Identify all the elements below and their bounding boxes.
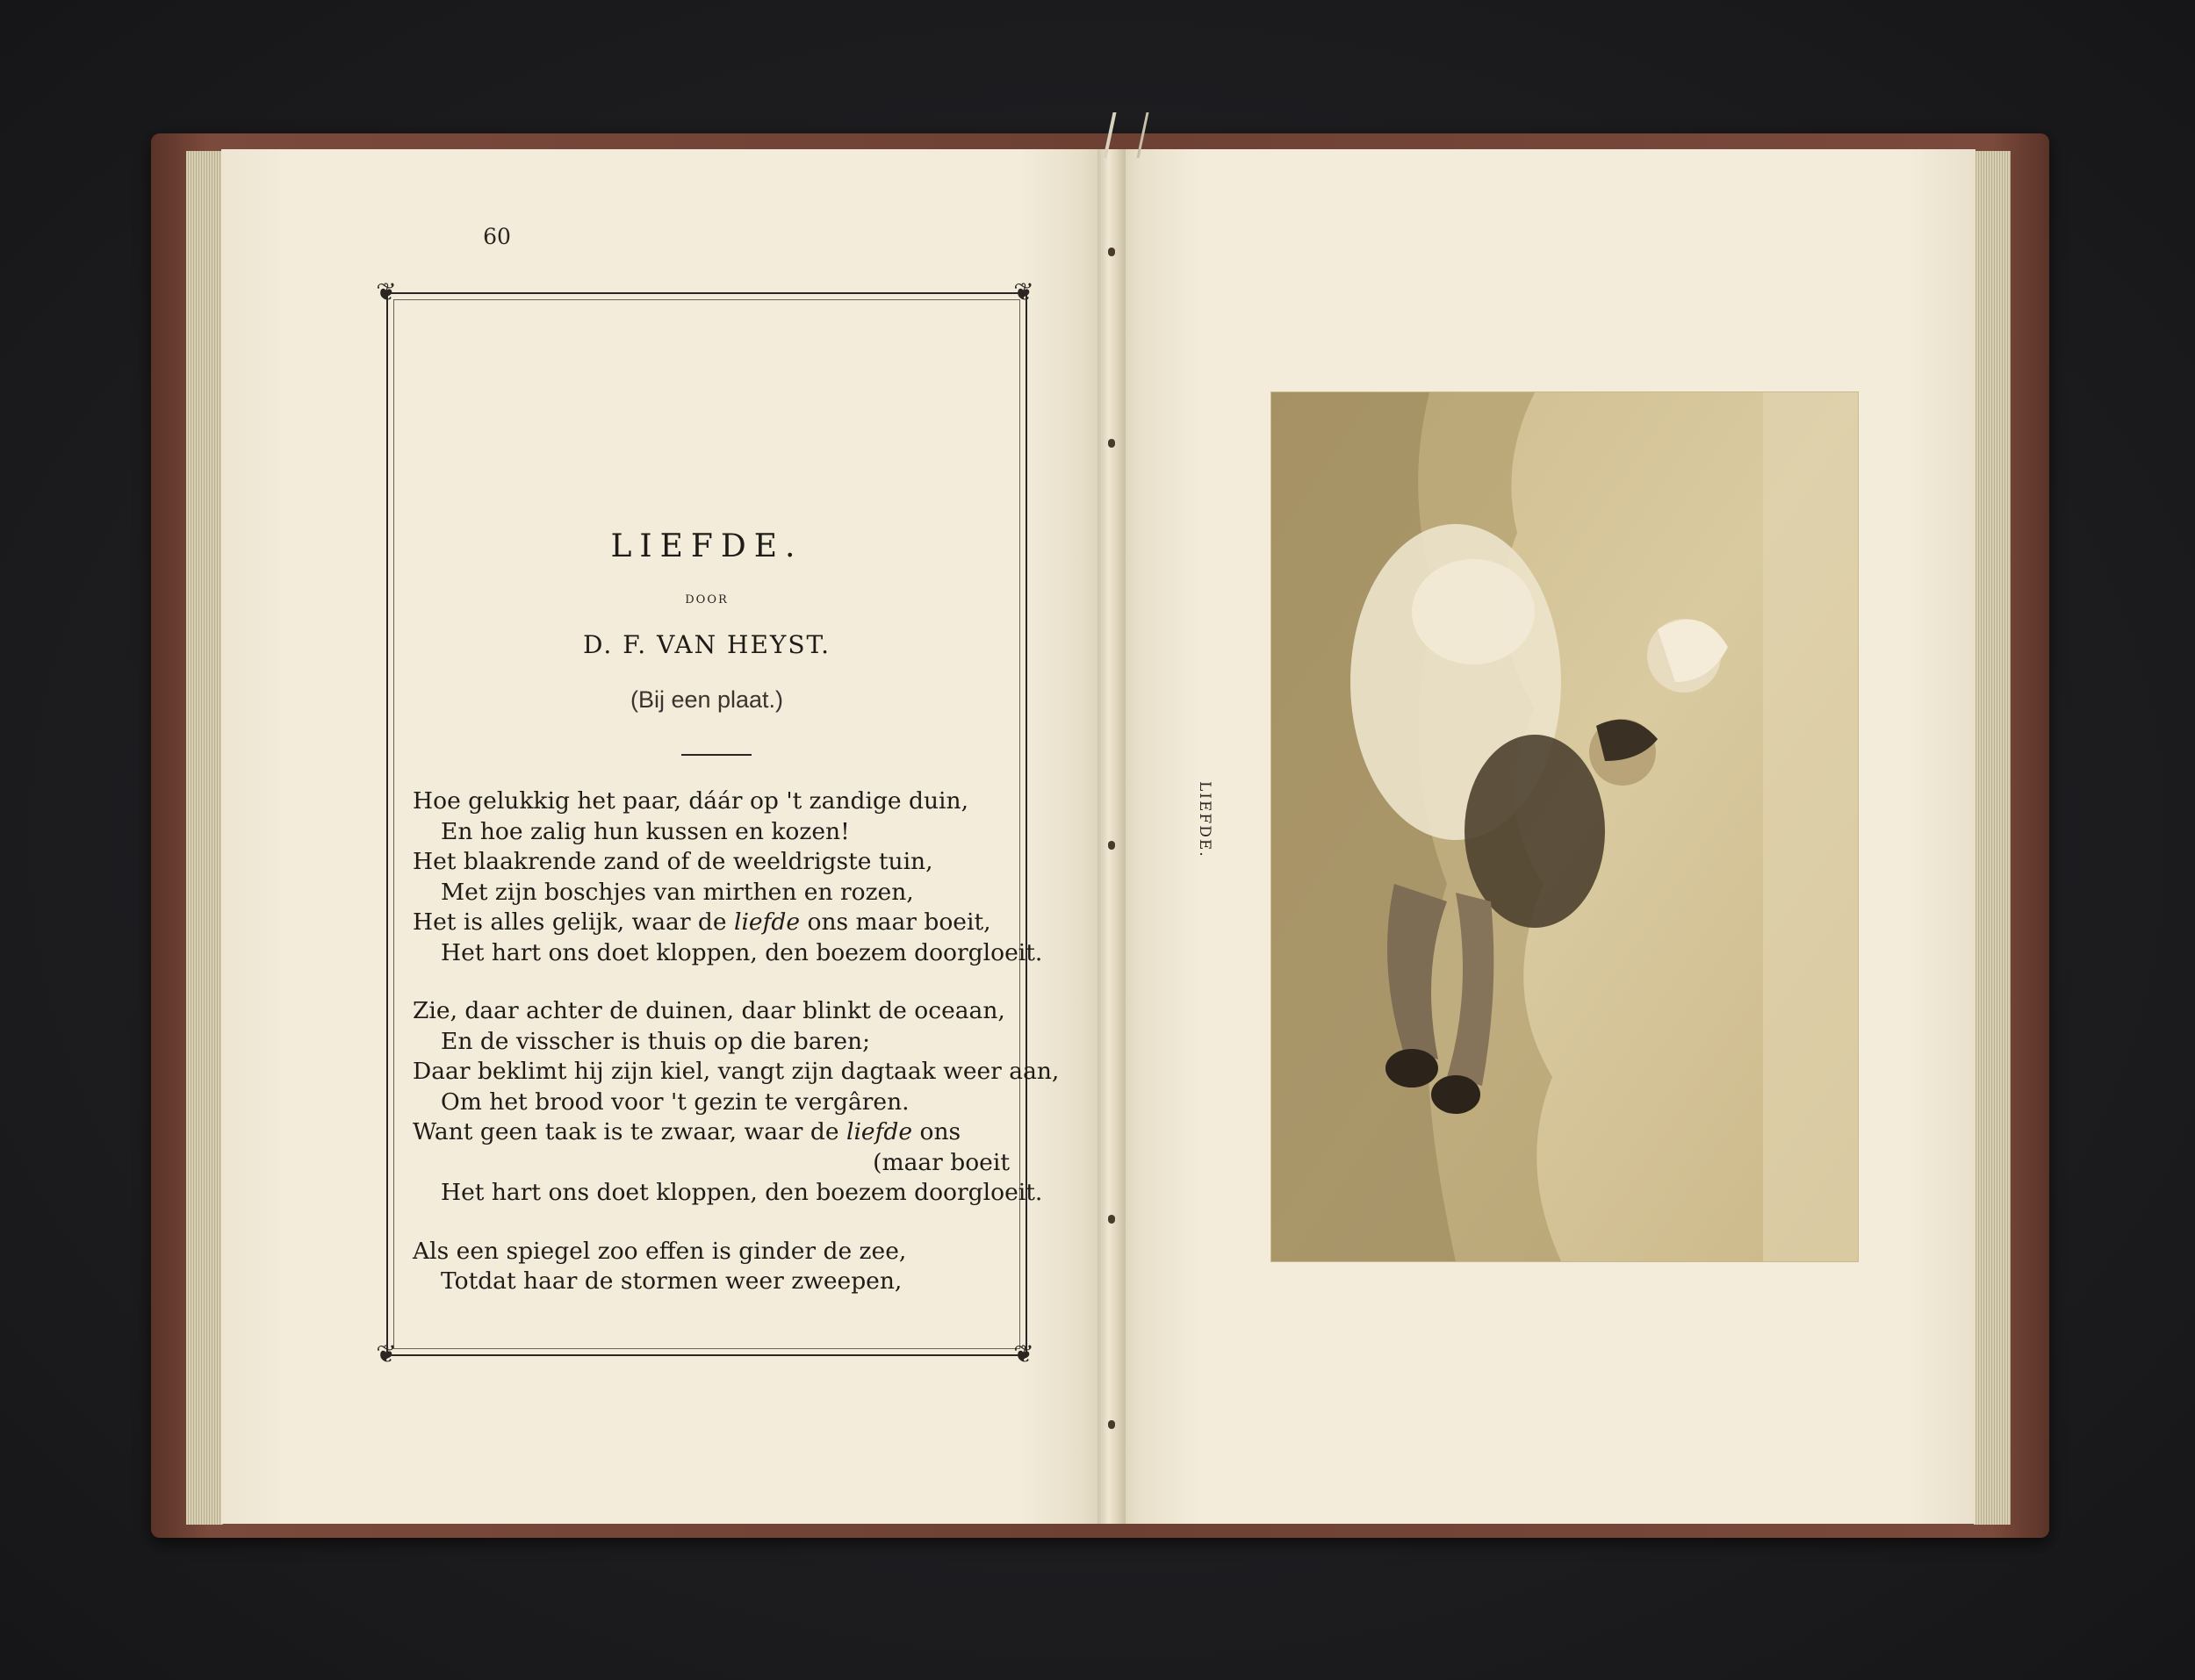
poem-line: En hoe zalig hun kussen en kozen! — [441, 817, 850, 845]
side-title: LIEFDE. — [1196, 781, 1213, 858]
poem-line: Het is alles gelijk, waar de liefde ons maar boeit, — [413, 908, 991, 936]
page-number: 60 — [483, 224, 511, 249]
corner-ornament-icon: ❦ — [376, 1339, 397, 1368]
title-rule — [681, 754, 752, 756]
poem-subtitle: (Bij een plaat.) — [630, 686, 784, 713]
poem-line: Hoe gelukkig het paar, dáár op 't zandige duin, — [413, 787, 969, 815]
poem-line: Zie, daar achter de duinen, daar blinkt de oceaan, — [413, 997, 1005, 1024]
poem-author: D. F. VAN HEYST. — [582, 630, 831, 659]
poem-title: LIEFDE. — [610, 528, 803, 564]
poem-line — [413, 968, 1010, 996]
corner-ornament-icon: ❦ — [1013, 277, 1034, 306]
page-edges-right — [1974, 151, 2011, 1525]
poem-line: Het blaakrende zand of de weeldrigste tuin, — [413, 848, 933, 875]
poem-line: (maar boeit — [873, 1148, 1010, 1176]
poem-line: Als een spiegel zoo effen is ginder de zee, — [413, 1237, 907, 1265]
poem-line: Totdat haar de stormen weer zweepen, — [441, 1267, 903, 1295]
poem-body — [413, 786, 1060, 1297]
poem-line: Het hart ons doet kloppen, den boezem doorgloeit. — [441, 1179, 1043, 1206]
poem-line: Met zijn boschjes van mirthen en rozen, — [441, 878, 914, 906]
poem-line: En de visscher is thuis op die baren; — [441, 1027, 871, 1055]
page-edges-left — [186, 151, 223, 1525]
poem-line: Het hart ons doet kloppen, den boezem doorgloeit. — [441, 938, 1043, 966]
poem-line: Want geen taak is te zwaar, waar de liefde ons — [413, 1118, 961, 1145]
poem-line — [413, 1209, 1010, 1237]
poem-line: Om het brood voor 't gezin te vergâren. — [441, 1088, 910, 1116]
albumen-photograph — [1271, 392, 1858, 1261]
corner-ornament-icon: ❦ — [376, 277, 397, 306]
corner-ornament-icon: ❦ — [1013, 1339, 1034, 1368]
byline-prefix: DOOR — [685, 593, 729, 607]
poem-line: Daar beklimt hij zijn kiel, vangt zijn dagtaak weer aan, — [413, 1058, 1060, 1085]
